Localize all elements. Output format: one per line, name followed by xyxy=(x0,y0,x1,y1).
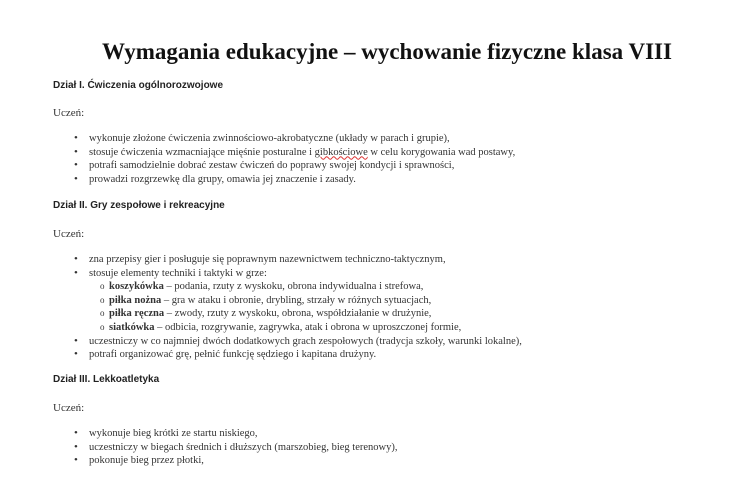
list-item-text: wykonuje bieg krótki ze startu niskiego, xyxy=(89,428,258,439)
bullet-icon: • xyxy=(74,427,78,439)
list-item-text: pokonuje bieg przez płotki, xyxy=(89,455,204,467)
sport-sublist xyxy=(89,280,522,334)
student-label-1: Uczeń: xyxy=(53,107,85,119)
section-heading-1: Dział I. Ćwiczenia ogólnorozwojowe xyxy=(53,80,224,91)
sublist-item xyxy=(53,307,522,321)
bullet-icon: • xyxy=(74,132,78,144)
sport-description: – gra w ataku i obronie, drybling, strzały w różnych sytuacjach, xyxy=(161,294,432,306)
circle-bullet-icon: o xyxy=(100,294,105,305)
list-item xyxy=(53,132,515,146)
section-heading-2: Dział II. Gry zespołowe i rekreacyjne xyxy=(53,200,225,211)
list-item-text: zna przepisy gier i posługuje się poprawnym nazewnictwem techniczno-taktycznym, xyxy=(89,254,446,265)
list-item xyxy=(53,441,397,455)
bullet-icon: • xyxy=(74,454,78,467)
spellcheck-flagged-word[interactable]: gibkościowe xyxy=(314,146,368,158)
circle-bullet-icon: o xyxy=(100,321,105,332)
list-item xyxy=(53,146,515,160)
student-label-3: Uczeń: xyxy=(53,402,85,414)
circle-bullet-icon: o xyxy=(100,281,105,292)
list-item-text: uczestniczy w biegach średnich i dłuższych (marszobieg, bieg terenowy), xyxy=(89,441,398,453)
list-item xyxy=(53,253,522,267)
list-item-text: w celu korygowania wad postawy, xyxy=(367,146,516,158)
sublist-item xyxy=(53,294,522,308)
list-item-text: stosuje ćwiczenia wzmacniające mięśnie posturalne i xyxy=(89,146,315,158)
list-item-text: prowadzi rozgrzewkę dla grupy, omawia jej znaczenie i zasady. xyxy=(89,173,356,185)
bullet-icon: • xyxy=(74,159,78,172)
list-item xyxy=(53,335,522,349)
bullet-icon: • xyxy=(74,253,78,265)
sport-description: – podania, rzuty z wyskoku, obrona indywidualna i strefowa, xyxy=(163,281,424,293)
bullet-icon: • xyxy=(74,266,78,279)
student-label-2: Uczeń: xyxy=(53,228,85,240)
list-item xyxy=(53,159,515,173)
circle-bullet-icon: o xyxy=(100,308,105,319)
sport-description: – odbicia, rozgrywanie, zagrywka, atak i obrona w uproszczonej formie, xyxy=(154,321,462,333)
sport-term: koszykówka xyxy=(109,281,164,293)
list-item xyxy=(53,348,522,362)
list-item xyxy=(53,267,522,335)
list-item xyxy=(53,427,397,441)
list-item-text: uczestniczy w co najmniej dwóch dodatkowych grach zespołowych (tradycja szkoły, warunki lokalne), xyxy=(89,335,522,347)
sport-term: piłka ręczna xyxy=(109,308,165,320)
section-heading-3: Dział III. Lekkoatletyka xyxy=(53,374,160,385)
section-1-list xyxy=(53,132,515,186)
bullet-icon: • xyxy=(74,348,78,361)
list-item-text: stosuje elementy techniki i taktyki w grze: xyxy=(89,267,267,279)
section-2-list xyxy=(53,253,522,362)
page-title: Wymagania edukacyjne – wychowanie fizyczne klasa VIII xyxy=(102,39,672,64)
list-item-text: wykonuje złożone ćwiczenia zwinnościowo-akrobatyczne (układy w parach i grupie), xyxy=(89,133,450,144)
sport-description: – zwody, rzuty z wyskoku, obrona, współdziałanie w drużynie, xyxy=(164,308,432,320)
list-item-text: potrafi samodzielnie dobrać zestaw ćwiczeń do poprawy swojej kondycji i sprawności, xyxy=(89,160,455,172)
sport-term: piłka nożna xyxy=(109,294,162,306)
sublist-item xyxy=(53,321,522,335)
bullet-icon: • xyxy=(74,440,78,453)
sport-term: siatkówka xyxy=(109,321,155,333)
sublist-item xyxy=(53,280,522,294)
bullet-icon: • xyxy=(74,172,78,185)
list-item xyxy=(53,173,515,187)
list-item-text: potrafi organizować grę, pełnić funkcję sędziego i kapitana drużyny. xyxy=(89,349,377,361)
bullet-icon: • xyxy=(74,145,78,158)
section-3-list xyxy=(53,427,397,468)
list-item xyxy=(53,454,397,468)
bullet-icon: • xyxy=(74,334,78,347)
